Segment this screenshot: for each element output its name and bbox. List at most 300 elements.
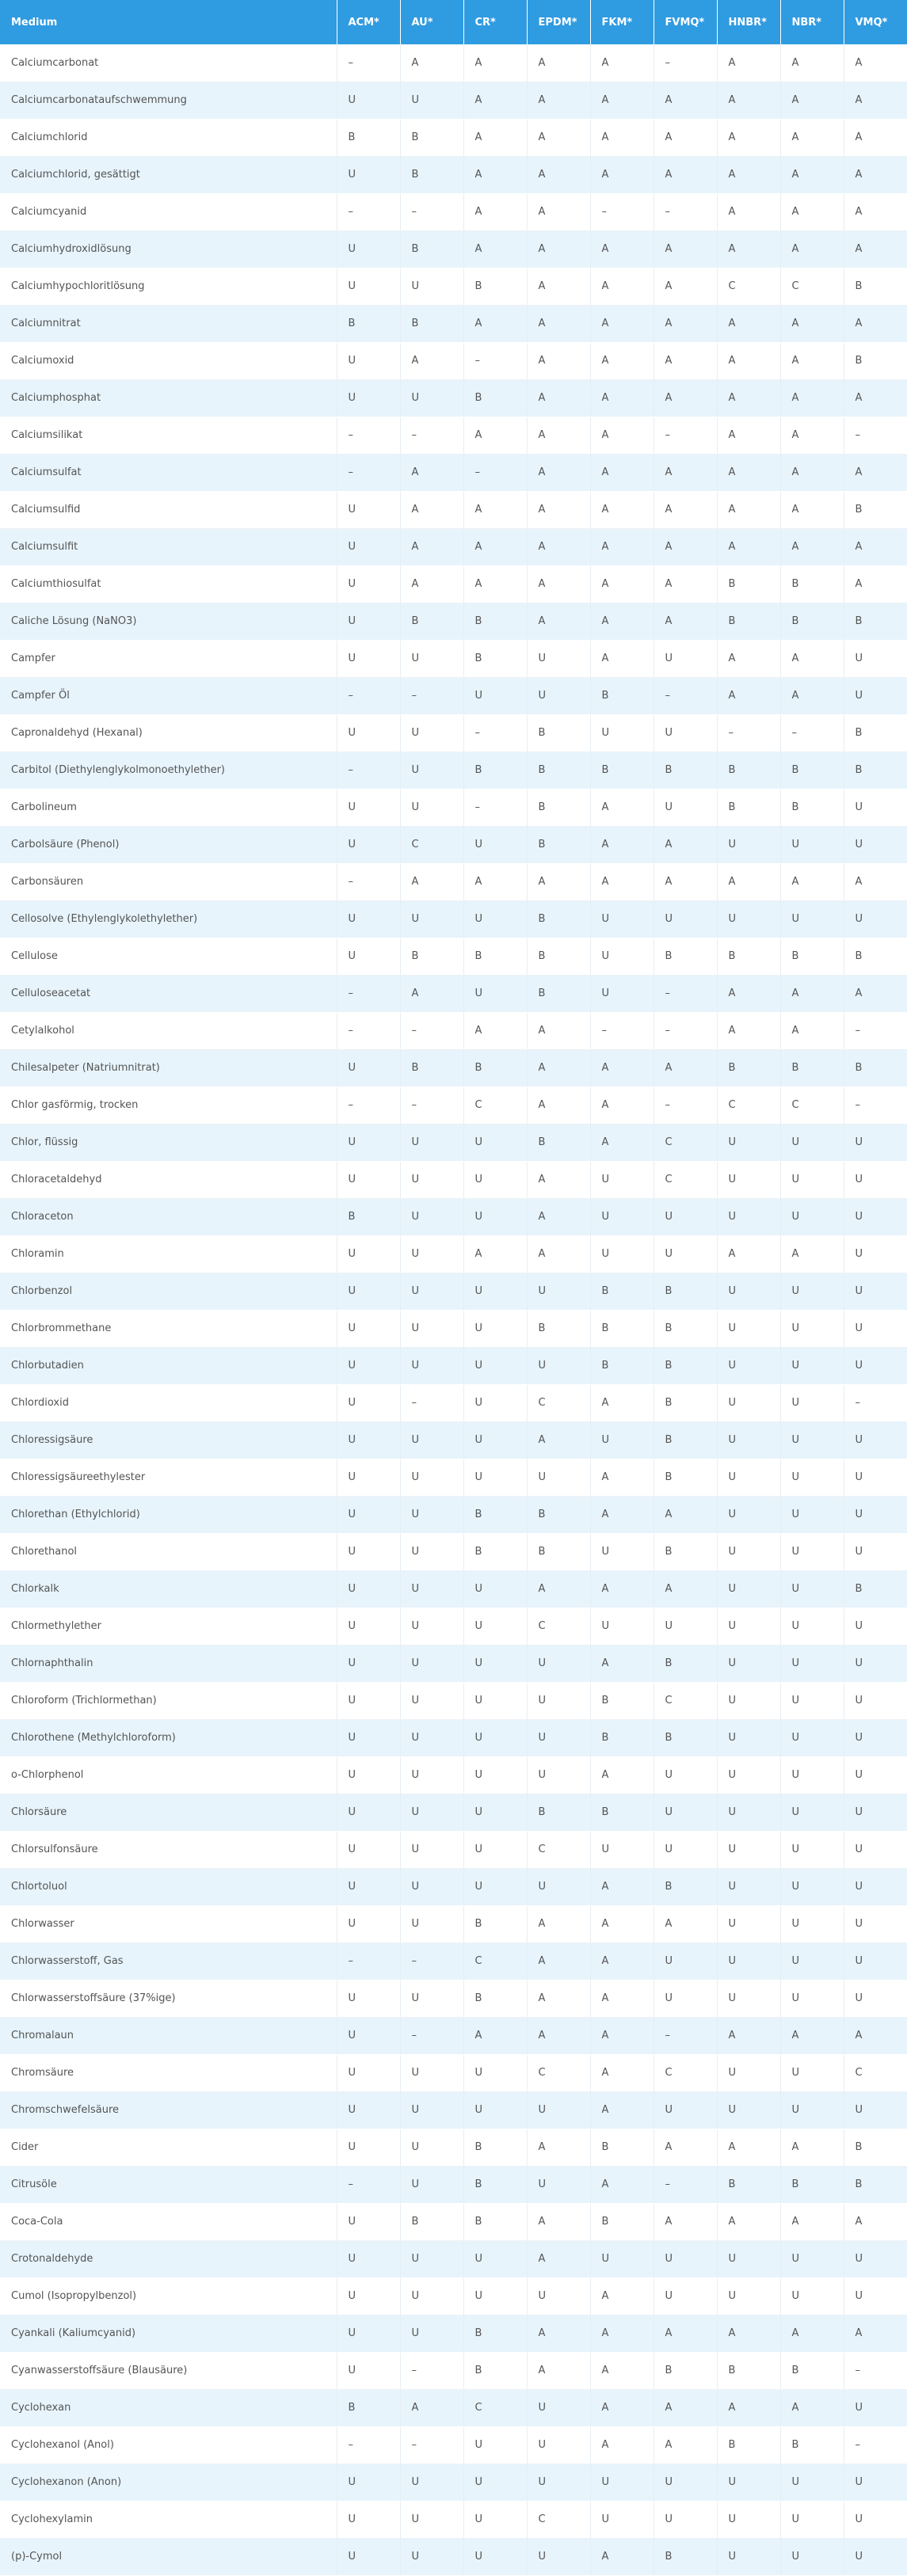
rating-cell: U: [590, 938, 654, 975]
rating-cell: U: [844, 1347, 907, 1384]
rating-cell: B: [654, 1384, 717, 1421]
rating-cell: B: [527, 714, 590, 751]
rating-cell: U: [717, 1496, 780, 1533]
medium-cell: Carbolsäure (Phenol): [0, 826, 337, 863]
rating-cell: U: [400, 1719, 463, 1756]
rating-cell: U: [463, 2426, 527, 2464]
rating-cell: A: [527, 1942, 590, 1980]
rating-cell: U: [463, 677, 527, 714]
medium-cell: Chlorwasserstoff, Gas: [0, 1942, 337, 1980]
rating-cell: U: [654, 640, 717, 677]
rating-cell: U: [780, 1831, 844, 1868]
rating-cell: U: [844, 1161, 907, 1198]
rating-cell: –: [400, 417, 463, 454]
rating-cell: B: [654, 751, 717, 789]
rating-cell: U: [337, 2315, 400, 2352]
rating-cell: U: [400, 379, 463, 417]
rating-cell: U: [400, 640, 463, 677]
rating-cell: A: [717, 230, 780, 268]
rating-cell: U: [527, 2091, 590, 2129]
rating-cell: U: [717, 1310, 780, 1347]
rating-cell: B: [527, 975, 590, 1012]
table-row: [0, 491, 907, 528]
rating-cell: U: [400, 2054, 463, 2091]
rating-cell: U: [400, 789, 463, 826]
medium-cell: Cumol (Isopropylbenzol): [0, 2277, 337, 2315]
rating-cell: A: [527, 44, 590, 82]
rating-cell: U: [780, 1198, 844, 1235]
rating-cell: U: [337, 900, 400, 938]
rating-cell: B: [654, 1868, 717, 1905]
rating-cell: A: [463, 230, 527, 268]
rating-cell: –: [654, 975, 717, 1012]
rating-cell: U: [400, 2240, 463, 2277]
rating-cell: U: [337, 789, 400, 826]
rating-cell: U: [780, 1347, 844, 1384]
rating-cell: A: [654, 454, 717, 491]
rating-cell: B: [654, 938, 717, 975]
rating-cell: U: [400, 2166, 463, 2203]
rating-cell: U: [400, 1161, 463, 1198]
rating-cell: U: [337, 1273, 400, 1310]
rating-cell: –: [463, 454, 527, 491]
table-row: [0, 2464, 907, 2501]
rating-cell: A: [527, 1198, 590, 1235]
rating-cell: A: [717, 379, 780, 417]
rating-cell: A: [717, 2389, 780, 2426]
rating-cell: B: [654, 2538, 717, 2575]
rating-cell: B: [654, 2352, 717, 2389]
rating-cell: A: [780, 863, 844, 900]
rating-cell: A: [590, 1645, 654, 1682]
rating-cell: A: [844, 193, 907, 230]
table-row: [0, 2315, 907, 2352]
medium-cell: Carbonsäuren: [0, 863, 337, 900]
rating-cell: A: [527, 417, 590, 454]
table-row: [0, 938, 907, 975]
rating-cell: A: [654, 342, 717, 379]
rating-cell: U: [717, 1794, 780, 1831]
rating-cell: B: [590, 1719, 654, 1756]
rating-cell: A: [780, 82, 844, 119]
rating-cell: A: [463, 156, 527, 193]
rating-cell: U: [844, 2277, 907, 2315]
table-row: [0, 565, 907, 603]
rating-cell: U: [780, 2054, 844, 2091]
medium-cell: Chlordioxid: [0, 1384, 337, 1421]
medium-cell: Chloramin: [0, 1235, 337, 1273]
rating-cell: A: [463, 193, 527, 230]
rating-cell: U: [590, 975, 654, 1012]
rating-cell: U: [844, 1868, 907, 1905]
rating-cell: B: [654, 1347, 717, 1384]
medium-cell: Chloroform (Trichlormethan): [0, 1682, 337, 1719]
table-row: [0, 2017, 907, 2054]
rating-cell: A: [717, 1235, 780, 1273]
rating-cell: U: [463, 1645, 527, 1682]
rating-cell: B: [654, 1459, 717, 1496]
rating-cell: –: [844, 417, 907, 454]
rating-cell: U: [400, 1198, 463, 1235]
rating-cell: B: [463, 938, 527, 975]
rating-cell: U: [337, 640, 400, 677]
rating-cell: U: [337, 156, 400, 193]
rating-cell: B: [654, 1645, 717, 1682]
rating-cell: A: [717, 2203, 780, 2240]
table-row: [0, 2203, 907, 2240]
rating-cell: A: [590, 1942, 654, 1980]
rating-cell: –: [463, 789, 527, 826]
rating-cell: A: [527, 2240, 590, 2277]
rating-cell: U: [463, 975, 527, 1012]
rating-cell: U: [337, 2129, 400, 2166]
rating-cell: U: [780, 1794, 844, 1831]
column-header-medium: Medium: [0, 0, 337, 44]
rating-cell: A: [527, 1421, 590, 1459]
rating-cell: U: [463, 1347, 527, 1384]
rating-cell: U: [780, 1645, 844, 1682]
rating-cell: A: [844, 2315, 907, 2352]
rating-cell: –: [400, 1942, 463, 1980]
rating-cell: –: [337, 975, 400, 1012]
rating-cell: A: [463, 1235, 527, 1273]
rating-cell: B: [844, 268, 907, 305]
table-row: [0, 44, 907, 82]
rating-cell: B: [527, 1533, 590, 1570]
rating-cell: A: [844, 230, 907, 268]
rating-cell: B: [463, 2129, 527, 2166]
rating-cell: B: [590, 1794, 654, 1831]
medium-cell: Chlorbutadien: [0, 1347, 337, 1384]
table-row: [0, 1570, 907, 1608]
table-row: [0, 1980, 907, 2017]
table-row: [0, 640, 907, 677]
rating-cell: A: [780, 44, 844, 82]
medium-cell: Chlorbrommethane: [0, 1310, 337, 1347]
rating-cell: B: [590, 1347, 654, 1384]
rating-cell: A: [844, 2017, 907, 2054]
medium-cell: Cyclohexanon (Anon): [0, 2464, 337, 2501]
rating-cell: U: [780, 2277, 844, 2315]
medium-cell: Chlorwasser: [0, 1905, 337, 1942]
rating-cell: B: [463, 603, 527, 640]
rating-cell: U: [717, 900, 780, 938]
table-row: [0, 1831, 907, 1868]
medium-cell: Chlor gasförmig, trocken: [0, 1086, 337, 1124]
rating-cell: U: [654, 2464, 717, 2501]
rating-cell: C: [527, 2501, 590, 2538]
rating-cell: A: [654, 2389, 717, 2426]
rating-cell: B: [337, 119, 400, 156]
rating-cell: U: [780, 1608, 844, 1645]
rating-cell: U: [590, 1421, 654, 1459]
rating-cell: A: [527, 156, 590, 193]
rating-cell: A: [844, 44, 907, 82]
rating-cell: A: [590, 2017, 654, 2054]
rating-cell: U: [463, 2538, 527, 2575]
rating-cell: U: [717, 1868, 780, 1905]
rating-cell: U: [400, 2315, 463, 2352]
medium-cell: Chloressigsäureethylester: [0, 1459, 337, 1496]
rating-cell: A: [590, 2091, 654, 2129]
rating-cell: A: [654, 82, 717, 119]
rating-cell: U: [400, 1533, 463, 1570]
rating-cell: B: [844, 714, 907, 751]
rating-cell: U: [717, 2054, 780, 2091]
rating-cell: A: [780, 528, 844, 565]
rating-cell: A: [654, 1570, 717, 1608]
medium-cell: Calciumhydroxidlösung: [0, 230, 337, 268]
rating-cell: U: [337, 1980, 400, 2017]
rating-cell: A: [717, 44, 780, 82]
table-row: [0, 82, 907, 119]
medium-cell: Cyankali (Kaliumcyanid): [0, 2315, 337, 2352]
rating-cell: A: [717, 975, 780, 1012]
rating-cell: A: [654, 1496, 717, 1533]
rating-cell: A: [844, 975, 907, 1012]
rating-cell: –: [400, 1012, 463, 1049]
rating-cell: –: [337, 193, 400, 230]
medium-cell: Calciumnitrat: [0, 305, 337, 342]
rating-cell: U: [654, 1980, 717, 2017]
rating-cell: B: [780, 565, 844, 603]
table-row: [0, 1533, 907, 1570]
table-row: [0, 1086, 907, 1124]
rating-cell: A: [654, 230, 717, 268]
rating-cell: U: [780, 1942, 844, 1980]
rating-cell: U: [463, 1384, 527, 1421]
table-row: [0, 1719, 907, 1756]
column-header-fvmq: FVMQ*: [654, 0, 717, 44]
rating-cell: U: [337, 1831, 400, 1868]
table-row: [0, 528, 907, 565]
medium-cell: Cyclohexanol (Anol): [0, 2426, 337, 2464]
rating-cell: U: [463, 2054, 527, 2091]
rating-cell: A: [590, 1049, 654, 1086]
rating-cell: U: [463, 1831, 527, 1868]
rating-cell: U: [527, 640, 590, 677]
rating-cell: B: [844, 2129, 907, 2166]
rating-cell: C: [654, 1161, 717, 1198]
medium-cell: Chlorothene (Methylchloroform): [0, 1719, 337, 1756]
rating-cell: U: [337, 1347, 400, 1384]
rating-cell: B: [717, 789, 780, 826]
rating-cell: A: [717, 193, 780, 230]
rating-cell: A: [400, 491, 463, 528]
rating-cell: B: [463, 379, 527, 417]
rating-cell: U: [780, 2501, 844, 2538]
rating-cell: U: [780, 2538, 844, 2575]
rating-cell: –: [717, 714, 780, 751]
medium-cell: Cyclohexylamin: [0, 2501, 337, 2538]
rating-cell: U: [400, 82, 463, 119]
medium-cell: Citrusöle: [0, 2166, 337, 2203]
rating-cell: –: [337, 863, 400, 900]
table-row: [0, 677, 907, 714]
rating-cell: U: [337, 714, 400, 751]
rating-cell: U: [400, 268, 463, 305]
rating-cell: B: [463, 1905, 527, 1942]
rating-cell: –: [400, 2352, 463, 2389]
rating-cell: U: [590, 1235, 654, 1273]
table-row: [0, 2054, 907, 2091]
rating-cell: U: [337, 1421, 400, 1459]
rating-cell: A: [654, 565, 717, 603]
rating-cell: U: [590, 2240, 654, 2277]
rating-cell: U: [400, 1459, 463, 1496]
rating-cell: A: [590, 1905, 654, 1942]
rating-cell: U: [400, 1235, 463, 1273]
rating-cell: U: [844, 826, 907, 863]
rating-cell: A: [527, 2129, 590, 2166]
medium-cell: Chilesalpeter (Natriumnitrat): [0, 1049, 337, 1086]
table-row: [0, 1124, 907, 1161]
rating-cell: A: [590, 640, 654, 677]
rating-cell: B: [780, 2352, 844, 2389]
rating-cell: –: [337, 1942, 400, 1980]
rating-cell: A: [590, 305, 654, 342]
rating-cell: U: [717, 1347, 780, 1384]
table-row: [0, 1384, 907, 1421]
rating-cell: U: [463, 1682, 527, 1719]
rating-cell: B: [590, 751, 654, 789]
rating-cell: B: [463, 1533, 527, 1570]
rating-cell: A: [590, 863, 654, 900]
column-header-nbr: NBR*: [780, 0, 844, 44]
rating-cell: B: [780, 2426, 844, 2464]
table-row: [0, 1310, 907, 1347]
table-row: [0, 826, 907, 863]
rating-cell: B: [400, 156, 463, 193]
rating-cell: U: [780, 1533, 844, 1570]
rating-cell: A: [590, 342, 654, 379]
rating-cell: B: [463, 1980, 527, 2017]
rating-cell: B: [400, 603, 463, 640]
rating-cell: U: [844, 677, 907, 714]
rating-cell: A: [527, 1235, 590, 1273]
rating-cell: C: [527, 1384, 590, 1421]
rating-cell: U: [527, 1347, 590, 1384]
rating-cell: B: [717, 751, 780, 789]
rating-cell: B: [590, 677, 654, 714]
rating-cell: U: [844, 1645, 907, 1682]
rating-cell: C: [463, 2389, 527, 2426]
table-row: [0, 342, 907, 379]
rating-cell: U: [400, 1124, 463, 1161]
rating-cell: U: [717, 2464, 780, 2501]
rating-cell: U: [527, 2464, 590, 2501]
rating-cell: U: [337, 1310, 400, 1347]
rating-cell: A: [590, 826, 654, 863]
rating-cell: U: [717, 2538, 780, 2575]
rating-cell: A: [780, 2017, 844, 2054]
rating-cell: B: [337, 2389, 400, 2426]
rating-cell: A: [717, 2129, 780, 2166]
rating-cell: U: [400, 1496, 463, 1533]
rating-cell: A: [844, 2203, 907, 2240]
rating-cell: U: [780, 1459, 844, 1496]
rating-cell: U: [780, 1756, 844, 1794]
column-header-vmq: VMQ*: [844, 0, 907, 44]
rating-cell: U: [400, 1608, 463, 1645]
table-row: [0, 1012, 907, 1049]
rating-cell: B: [717, 2426, 780, 2464]
rating-cell: B: [844, 751, 907, 789]
medium-cell: Crotonaldehyde: [0, 2240, 337, 2277]
rating-cell: A: [590, 1496, 654, 1533]
rating-cell: U: [337, 528, 400, 565]
rating-cell: A: [844, 119, 907, 156]
rating-cell: U: [400, 1273, 463, 1310]
rating-cell: U: [527, 2277, 590, 2315]
medium-cell: Caliche Lösung (NaNO3): [0, 603, 337, 640]
rating-cell: A: [527, 82, 590, 119]
rating-cell: U: [337, 2017, 400, 2054]
rating-cell: C: [463, 1086, 527, 1124]
medium-cell: Chromsäure: [0, 2054, 337, 2091]
rating-cell: U: [400, 2091, 463, 2129]
table-row: [0, 2426, 907, 2464]
table-row: [0, 1756, 907, 1794]
rating-cell: A: [654, 1049, 717, 1086]
rating-cell: A: [527, 565, 590, 603]
rating-cell: A: [654, 1905, 717, 1942]
rating-cell: U: [463, 1608, 527, 1645]
rating-cell: U: [337, 2352, 400, 2389]
rating-cell: A: [590, 1459, 654, 1496]
table-row: [0, 2538, 907, 2575]
rating-cell: A: [527, 1570, 590, 1608]
rating-cell: U: [337, 1235, 400, 1273]
rating-cell: B: [780, 603, 844, 640]
rating-cell: U: [337, 230, 400, 268]
rating-cell: A: [590, 1980, 654, 2017]
table-row: [0, 454, 907, 491]
rating-cell: –: [780, 714, 844, 751]
rating-cell: A: [590, 417, 654, 454]
rating-cell: C: [527, 1831, 590, 1868]
rating-cell: U: [527, 1682, 590, 1719]
rating-cell: –: [654, 193, 717, 230]
rating-cell: B: [400, 938, 463, 975]
rating-cell: U: [527, 677, 590, 714]
rating-cell: A: [527, 230, 590, 268]
rating-cell: U: [780, 2240, 844, 2277]
medium-cell: Chlorsulfonsäure: [0, 1831, 337, 1868]
table-row: [0, 1794, 907, 1831]
rating-cell: B: [400, 230, 463, 268]
medium-cell: Chlorwasserstoffsäure (37%ige): [0, 1980, 337, 2017]
rating-cell: A: [654, 2315, 717, 2352]
rating-cell: U: [463, 1570, 527, 1608]
table-row: [0, 1682, 907, 1719]
medium-cell: Cyanwasserstoffsäure (Blausäure): [0, 2352, 337, 2389]
rating-cell: A: [527, 1049, 590, 1086]
rating-cell: A: [400, 44, 463, 82]
rating-cell: A: [590, 1384, 654, 1421]
rating-cell: U: [463, 1161, 527, 1198]
table-row: [0, 156, 907, 193]
rating-cell: A: [654, 2129, 717, 2166]
table-row: [0, 1459, 907, 1496]
rating-cell: –: [463, 714, 527, 751]
rating-cell: U: [400, 714, 463, 751]
rating-cell: U: [527, 2166, 590, 2203]
rating-cell: A: [780, 2315, 844, 2352]
rating-cell: U: [844, 2091, 907, 2129]
rating-cell: B: [400, 2203, 463, 2240]
medium-cell: Cetylalkohol: [0, 1012, 337, 1049]
